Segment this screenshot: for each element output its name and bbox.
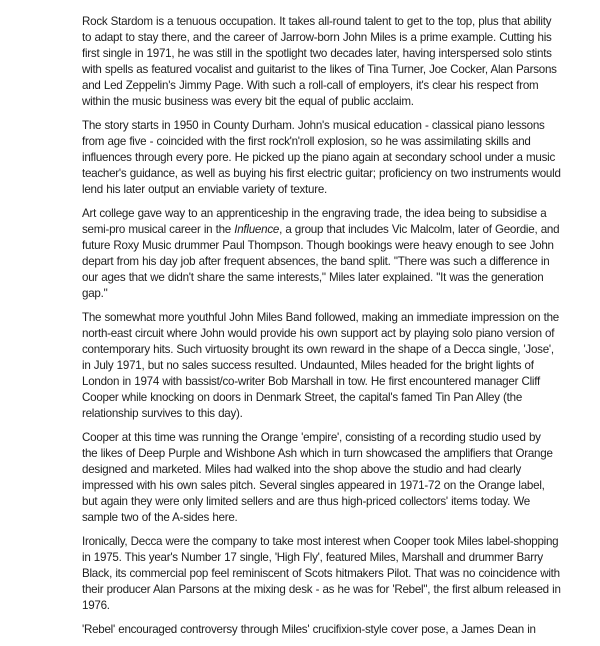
text-line: our ages that we didn't share the same interests," Miles later explained. "It was the generation: [82, 271, 544, 284]
text-line: in July 1971, but no sales success resulted. Undaunted, Miles headed for the bright lights of: [82, 359, 534, 372]
text-line: lend his later output an enviable variety of texture.: [82, 183, 328, 196]
text-line: Ironically, Decca were the company to take most interest when Cooper took Miles label-shopping: [82, 535, 559, 548]
paragraph-decca: [82, 534, 582, 614]
text-line: teacher's guidance, as well as buying his first electric guitar; proficiency on two instruments would: [82, 167, 561, 180]
text-line: from age five - coincided with the first rock'n'roll explosion, so he was assimilating skills and: [82, 135, 531, 148]
paragraph-john-miles-band: [82, 310, 582, 422]
text-line: [82, 222, 582, 238]
text-line: Rock Stardom is a tenuous occupation. It takes all-round talent to get to the top, plus that ability: [82, 15, 552, 28]
text-line: to adapt to stay there, and the career of Jarrow-born John Miles is a prime example. Cutting his: [82, 31, 552, 44]
text-line: future Roxy Music drummer Paul Thompson. Though bookings were heavy enough to see John: [82, 239, 554, 252]
document-page: [82, 14, 582, 646]
text-line: north-east circuit where John would provide his own support act by playing solo piano version of: [82, 327, 555, 340]
text-line: Cooper at this time was running the Orange 'empire', consisting of a recording studio used by: [82, 431, 541, 444]
text-line: but again they were only limited sellers and are thus high-priced collectors' items today. We: [82, 495, 530, 508]
text-line: the likes of Deep Purple and Wishbone Ash which in turn showcased the amplifiers that Orange: [82, 447, 553, 460]
text-line: Black, its commercial pop feel reminiscent of Scots hitmakers Pilot. That was no coincidence with: [82, 567, 560, 580]
paragraph-art-college: [82, 206, 582, 302]
text-line: their producer Alan Parsons at the mixing desk - as he was for 'Rebel", the first album released in: [82, 583, 561, 596]
text-line: sample two of the A-sides here.: [82, 511, 238, 524]
text-line: with spells as featured vocalist and guitarist to the likes of Tina Turner, Joe Cocker, Alan Parsons: [82, 63, 557, 76]
text-segment: semi-pro musical career in the: [82, 223, 235, 236]
text-line: relationship survives to this day).: [82, 407, 243, 420]
text-line: impressed with his own sales pitch. Several singles appeared in 1971-72 on the Orange label,: [82, 479, 545, 492]
text-line: and Led Zeppelin's Jimmy Page. With such a roll-call of employers, it's clear his respect from: [82, 79, 539, 92]
text-line: Art college gave way to an apprenticeship in the engraving trade, the idea being to subsidise a: [82, 207, 547, 220]
text-line: The story starts in 1950 in County Durham. John's musical education - classical piano lessons: [82, 119, 545, 132]
text-line: in 1975. This year's Number 17 single, 'High Fly', featured Miles, Marshall and drummer Barry: [82, 551, 543, 564]
text-line: contemporary hits. Such virtuosity brought its own reward in the shape of a Decca single, 'Jose',: [82, 343, 554, 356]
text-line: gap.": [82, 287, 108, 300]
text-line: within the music business was every bit the equal of public acclaim.: [82, 95, 414, 108]
text-line: London in 1974 with bassist/co-writer Bob Marshall in tow. He first encountered manager Cliff: [82, 375, 540, 388]
text-line: Cooper while knocking on doors in Denmark Street, the capital's famed Tin Pan Alley (the: [82, 391, 523, 404]
text-segment: , a group that includes Vic Malcolm, later of Geordie, and: [279, 223, 560, 236]
paragraph-rebel: [82, 622, 582, 638]
paragraph-orange-empire: [82, 430, 582, 526]
band-name-influence: Influence: [234, 223, 280, 236]
paragraph-early-years: [82, 118, 582, 198]
text-line: 'Rebel' encouraged controversy through Miles' crucifixion-style cover pose, a James Dean in: [82, 623, 536, 636]
paragraph-intro: [82, 14, 582, 110]
text-line: The somewhat more youthful John Miles Band followed, making an immediate impression on the: [82, 311, 559, 324]
text-line: designed and marketed. Miles had walked into the shop above the studio and had clearly: [82, 463, 522, 476]
text-line: first single in 1971, he was still in the spotlight two decades later, having interspersed solo stints: [82, 47, 552, 60]
text-line: 1976.: [82, 599, 110, 612]
text-line: influences through every pore. He picked up the piano again at secondary school under a music: [82, 151, 555, 164]
text-line: depart from his day job after frequent absences, the band split. "There was such a difference in: [82, 255, 550, 268]
